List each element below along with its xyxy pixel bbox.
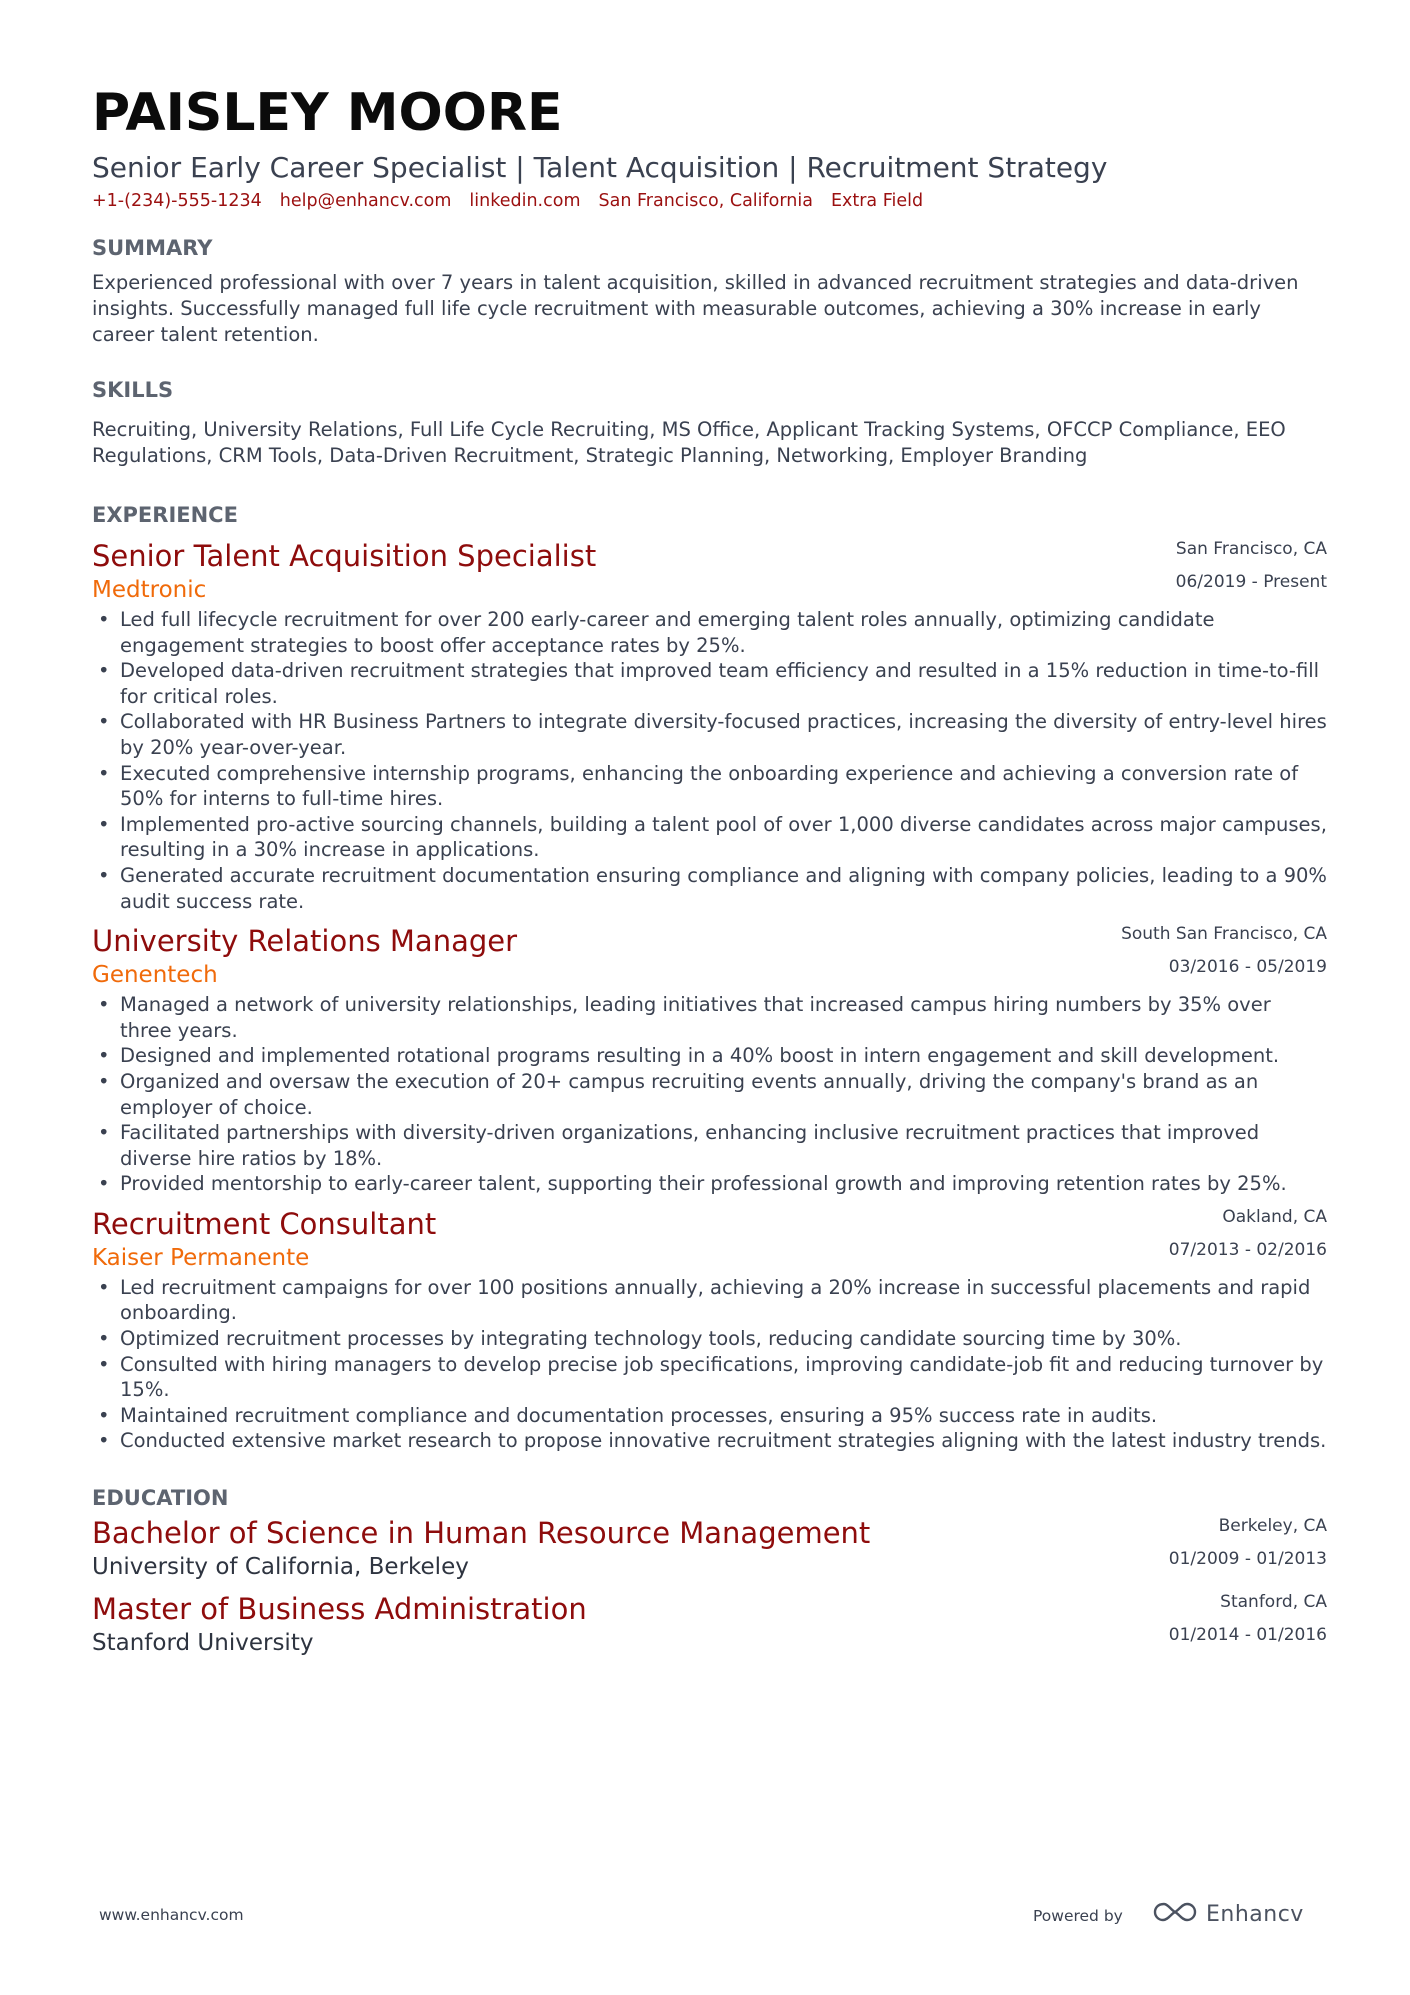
skills-section: [92, 376, 1327, 469]
bullet-item: • Organized and oversaw the execution of 20+ campus recruiting events annually, driving the company's brand as an employer of choice.: [92, 1069, 1327, 1120]
candidate-headline: Senior Early Career Specialist | Talent Acquisition | Recruitment Strategy: [92, 151, 1108, 184]
degree-title: Bachelor of Science in Human Resource Management: [92, 1516, 871, 1551]
bullet-item: • Conducted extensive market research to propose innovative recruitment strategies aligning with the latest industry trends.: [92, 1428, 1327, 1454]
bullet-item: • Managed a network of university relationships, leading initiatives that increased campus hiring numbers by 35% over three years.: [92, 992, 1327, 1043]
education-dates: 01/2009 - 01/2013: [1168, 1549, 1327, 1570]
bullet-item: • Executed comprehensive internship programs, enhancing the onboarding experience and achieving a conversion rate of 50% for interns to full-time hires.: [92, 761, 1327, 812]
company-name: Kaiser Permanente: [92, 1244, 310, 1271]
bullet-item: • Led recruitment campaigns for over 100 positions annually, achieving a 20% increase in successful placements and rapid onboarding.: [92, 1275, 1327, 1326]
bullet-item: • Developed data-driven recruitment strategies that improved team efficiency and resulted in a 15% reduction in time-to-fill for critical roles.: [92, 658, 1327, 709]
job-title: Recruitment Consultant: [92, 1206, 437, 1241]
enhancv-logo-icon: [1152, 1900, 1198, 1928]
degree-title: Master of Business Administration: [92, 1592, 587, 1627]
bullet-item: • Optimized recruitment processes by integrating technology tools, reducing candidate sourcing time by 30%.: [92, 1326, 1327, 1352]
job-bullets: [92, 607, 1327, 914]
bullet-item: • Provided mentorship to early-career talent, supporting their professional growth and improving retention rates by 25%.: [92, 1171, 1327, 1197]
entry-header: [92, 537, 1327, 605]
job-location: Oakland, CA: [1222, 1206, 1327, 1227]
job-dates: 03/2016 - 05/2019: [1168, 957, 1327, 978]
section-title-skills: SKILLS: [92, 378, 174, 402]
education-dates: 01/2014 - 01/2016: [1168, 1625, 1327, 1646]
bullet-item: • Facilitated partnerships with diversity-driven organizations, enhancing inclusive recruitment practices that improved diverse hire ratios by 18%.: [92, 1120, 1327, 1171]
contact-phone[interactable]: +1-(234)-555-1234: [92, 191, 262, 211]
summary-section: [92, 234, 1327, 348]
bullet-item: • Implemented pro-active sourcing channels, building a talent pool of over 1,000 diverse candidates across major campuses, resulting in a 30% increase in applications.: [92, 812, 1327, 863]
bullet-item: • Designed and implemented rotational programs resulting in a 40% boost in intern engagement and skill development.: [92, 1043, 1327, 1069]
job-dates: 06/2019 - Present: [1175, 572, 1327, 592]
contact-extra-field: Extra Field: [830, 191, 924, 211]
job-bullets: [92, 1275, 1327, 1454]
bullet-item: • Maintained recruitment compliance and documentation processes, ensuring a 95% success rate in audits.: [92, 1403, 1327, 1429]
experience-entry: [92, 1205, 1327, 1454]
job-location: San Francisco, CA: [1175, 539, 1327, 559]
contact-list: [92, 188, 1327, 214]
school-name: Stanford University: [92, 1630, 314, 1657]
education-entry: [92, 1590, 1327, 1658]
contact-email[interactable]: help@enhancv.com: [279, 191, 452, 211]
section-title-summary: SUMMARY: [92, 236, 213, 260]
contact-linkedin[interactable]: linkedin.com: [469, 191, 581, 211]
powered-by-label: Powered by: [1033, 1907, 1123, 1925]
job-bullets: [92, 992, 1327, 1197]
section-title-education: EDUCATION: [92, 1486, 229, 1511]
brand-name: Enhancv: [1206, 1901, 1304, 1927]
section-title-experience: EXPERIENCE: [92, 503, 238, 527]
brand-logo[interactable]: [1152, 1900, 1304, 1928]
job-location: South San Francisco, CA: [1121, 924, 1327, 945]
experience-entry: [92, 922, 1327, 1197]
resume-page: [92, 78, 1327, 1658]
skills-text: Recruiting, University Relations, Full Life Cycle Recruiting, MS Office, Applicant Tracking Systems, OFCCP Compliance, EEO Regulations, CRM Tools, Data-Driven Recruitment, Strategic Planning, Networking, Employer Branding: [92, 418, 1286, 467]
candidate-name: PAISLEY MOORE: [92, 83, 563, 143]
contact-location: San Francisco, California: [598, 191, 813, 211]
footer-website-link[interactable]: www.enhancv.com: [99, 1906, 244, 1924]
bullet-item: • Collaborated with HR Business Partners to integrate diversity-focused practices, increasing the diversity of entry-level hires by 20% year-over-year.: [92, 709, 1327, 760]
page-footer: [0, 1901, 1410, 1934]
experience-section: [92, 501, 1327, 1454]
company-name: Genentech: [92, 962, 218, 989]
entry-header: [92, 922, 1327, 990]
school-location: Berkeley, CA: [1218, 1516, 1327, 1537]
company-name: Medtronic: [92, 577, 207, 603]
job-dates: 07/2013 - 02/2016: [1168, 1239, 1327, 1260]
bullet-item: • Led full lifecycle recruitment for over 200 early-career and emerging talent roles annually, optimizing candidate engagement strategies to boost offer acceptance rates by 25%.: [92, 607, 1327, 658]
education-entry: [92, 1514, 1327, 1582]
entry-header: [92, 1205, 1327, 1273]
bullet-item: • Generated accurate recruitment documentation ensuring compliance and aligning with company policies, leading to a 90% audit success rate.: [92, 863, 1327, 914]
school-location: Stanford, CA: [1220, 1592, 1327, 1613]
education-section: [92, 1484, 1327, 1658]
job-title: Senior Talent Acquisition Specialist: [92, 539, 597, 573]
job-title: University Relations Manager: [92, 924, 518, 959]
school-name: University of California, Berkeley: [92, 1554, 469, 1581]
resume-header: [92, 78, 1327, 214]
bullet-item: • Consulted with hiring managers to develop precise job specifications, improving candidate-job fit and reducing turnover by 15%.: [92, 1352, 1327, 1403]
experience-entry: [92, 537, 1327, 914]
summary-text: Experienced professional with over 7 years in talent acquisition, skilled in advanced recruitment strategies and data-driven insights. Successfully managed full life cycle recruitment with measurable outcomes, achieving a 30% increase in early career talent retention.: [92, 271, 1299, 346]
